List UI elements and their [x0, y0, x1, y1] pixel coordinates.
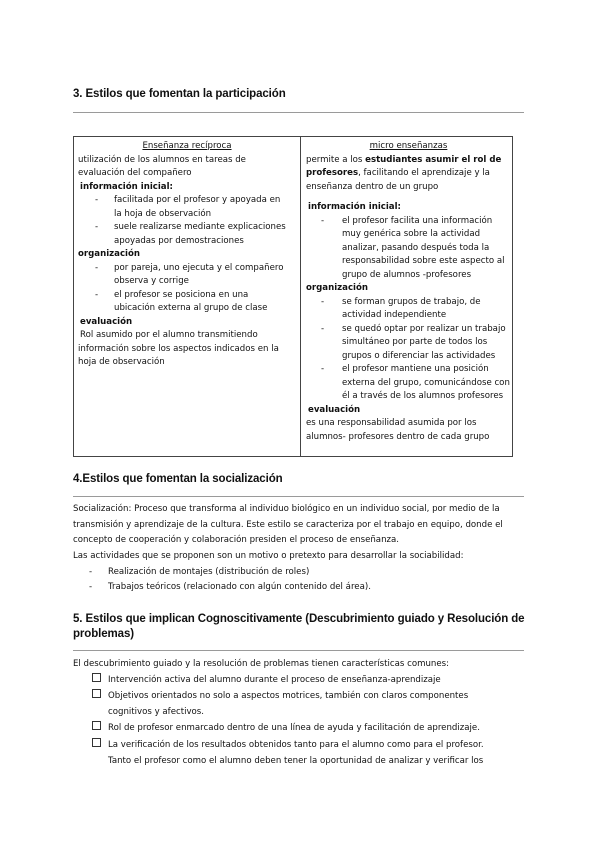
checklist-item: Objetivos orientados no solo a aspectos motrices, también con claros componentes cognitivos y afectivos.	[92, 689, 101, 705]
list-item: - se forman grupos de trabajo, de actividad independiente	[321, 296, 481, 320]
checklist-item: Intervención activa del alumno durante el proceso de enseñanza-aprendizaje	[92, 673, 101, 689]
section-4-heading: 4.Estilos que fomentan la socialización	[73, 473, 283, 485]
left-eval-line: información sobre los aspectos indicados en la	[78, 343, 279, 354]
left-org-heading: organización	[78, 249, 141, 259]
table-column-micro	[306, 140, 511, 444]
list-item: - el profesor mantiene una posición externa del grupo, comunicándose con él a través de los alumnos profesores	[321, 364, 510, 401]
list-item: - se quedó optar por realizar un trabajo simultáneo por parte de todos los grupos o diferenciar las actividades	[321, 323, 506, 361]
column-title-reciprocal: Enseñanza recíproca	[142, 141, 232, 151]
checklist-item: La verificación de los resultados obtenidos tanto para el alumno como para el profesor. Tanto el profesor como el alumno deben tener la oportunidad de analizar y verificar los	[92, 738, 101, 754]
checkbox-icon[interactable]	[92, 689, 101, 698]
section-5-heading: 5. Estilos que implican Cognoscitivamente (Descubrimiento guiado y Resolución de problemas)	[73, 613, 525, 640]
table-column-reciprocal	[78, 140, 296, 370]
section-3-rule	[73, 112, 524, 113]
checkbox-icon[interactable]	[92, 673, 101, 682]
right-info-heading: información inicial:	[308, 202, 401, 212]
column-title-micro: micro enseñanzas	[369, 141, 448, 151]
right-intro-line: permite a los estudiantes asumir el rol de	[306, 154, 502, 165]
left-intro-line: utilización de los alumnos en tareas de	[78, 154, 246, 165]
right-eval-line: alumnos- profesores dentro de cada grupo	[306, 431, 490, 442]
checkbox-icon[interactable]	[92, 721, 101, 730]
section-5-rule	[73, 650, 524, 651]
left-eval-heading: evaluación	[80, 316, 133, 327]
list-item: - Trabajos teóricos (relacionado con algún contenido del área).	[89, 582, 371, 592]
left-eval-line: hoja de observación	[78, 357, 165, 367]
comparison-table	[73, 136, 513, 457]
left-info-heading: información inicial:	[80, 181, 173, 192]
list-item: - facilitada por el profesor y apoyada en la hoja de observación	[95, 195, 281, 219]
list-item: - Realización de montajes (distribución de roles)	[89, 567, 310, 577]
checklist-item: Rol de profesor enmarcado dentro de una línea de ayuda y facilitación de aprendizaje.	[92, 721, 101, 737]
right-eval-line: es una responsabilidad asumida por los	[306, 418, 477, 428]
list-item: - por pareja, uno ejecuta y el compañero observa y corrige	[95, 262, 284, 286]
right-intro-line: profesores, facilitando el aprendizaje y la	[306, 168, 490, 178]
section-4-paragraph: Socialización: Proceso que transforma al individuo biológico en un individuo social, por medio de la transmisión y aprendizaje de la cultura. Este estilo se caracteriza por el trabajo en equipo, donde el concepto de cooperación y colaboración presiden el proceso de enseñanza. Las actividades que se proponen son un motivo o pretexto para desarrollar la sociabilidad:	[73, 504, 503, 561]
table-column-divider	[300, 137, 301, 456]
right-org-heading: organización	[306, 283, 369, 293]
right-intro-line: enseñanza dentro de un grupo	[306, 181, 439, 192]
left-eval-line: Rol asumido por el alumno transmitiendo	[80, 330, 258, 340]
right-eval-heading: evaluación	[308, 404, 361, 415]
checkbox-icon[interactable]	[92, 738, 101, 747]
left-intro-line: evaluación del compañero	[78, 168, 192, 178]
list-item: - el profesor facilita una información muy genérica sobre la actividad analizar, pasando después toda la responsabilidad sobre este aspecto al grupo de alumnos -profesores	[321, 215, 505, 280]
list-item: - suele realizarse mediante explicaciones apoyadas por demostraciones	[95, 222, 286, 246]
list-item: - el profesor se posiciona en una ubicación externa al grupo de clase	[95, 289, 268, 313]
section-4-rule	[73, 496, 524, 497]
section-5-intro: El descubrimiento guiado y la resolución de problemas tienen características comunes:	[73, 659, 450, 669]
section-3-heading: 3. Estilos que fomentan la participación	[73, 88, 286, 100]
